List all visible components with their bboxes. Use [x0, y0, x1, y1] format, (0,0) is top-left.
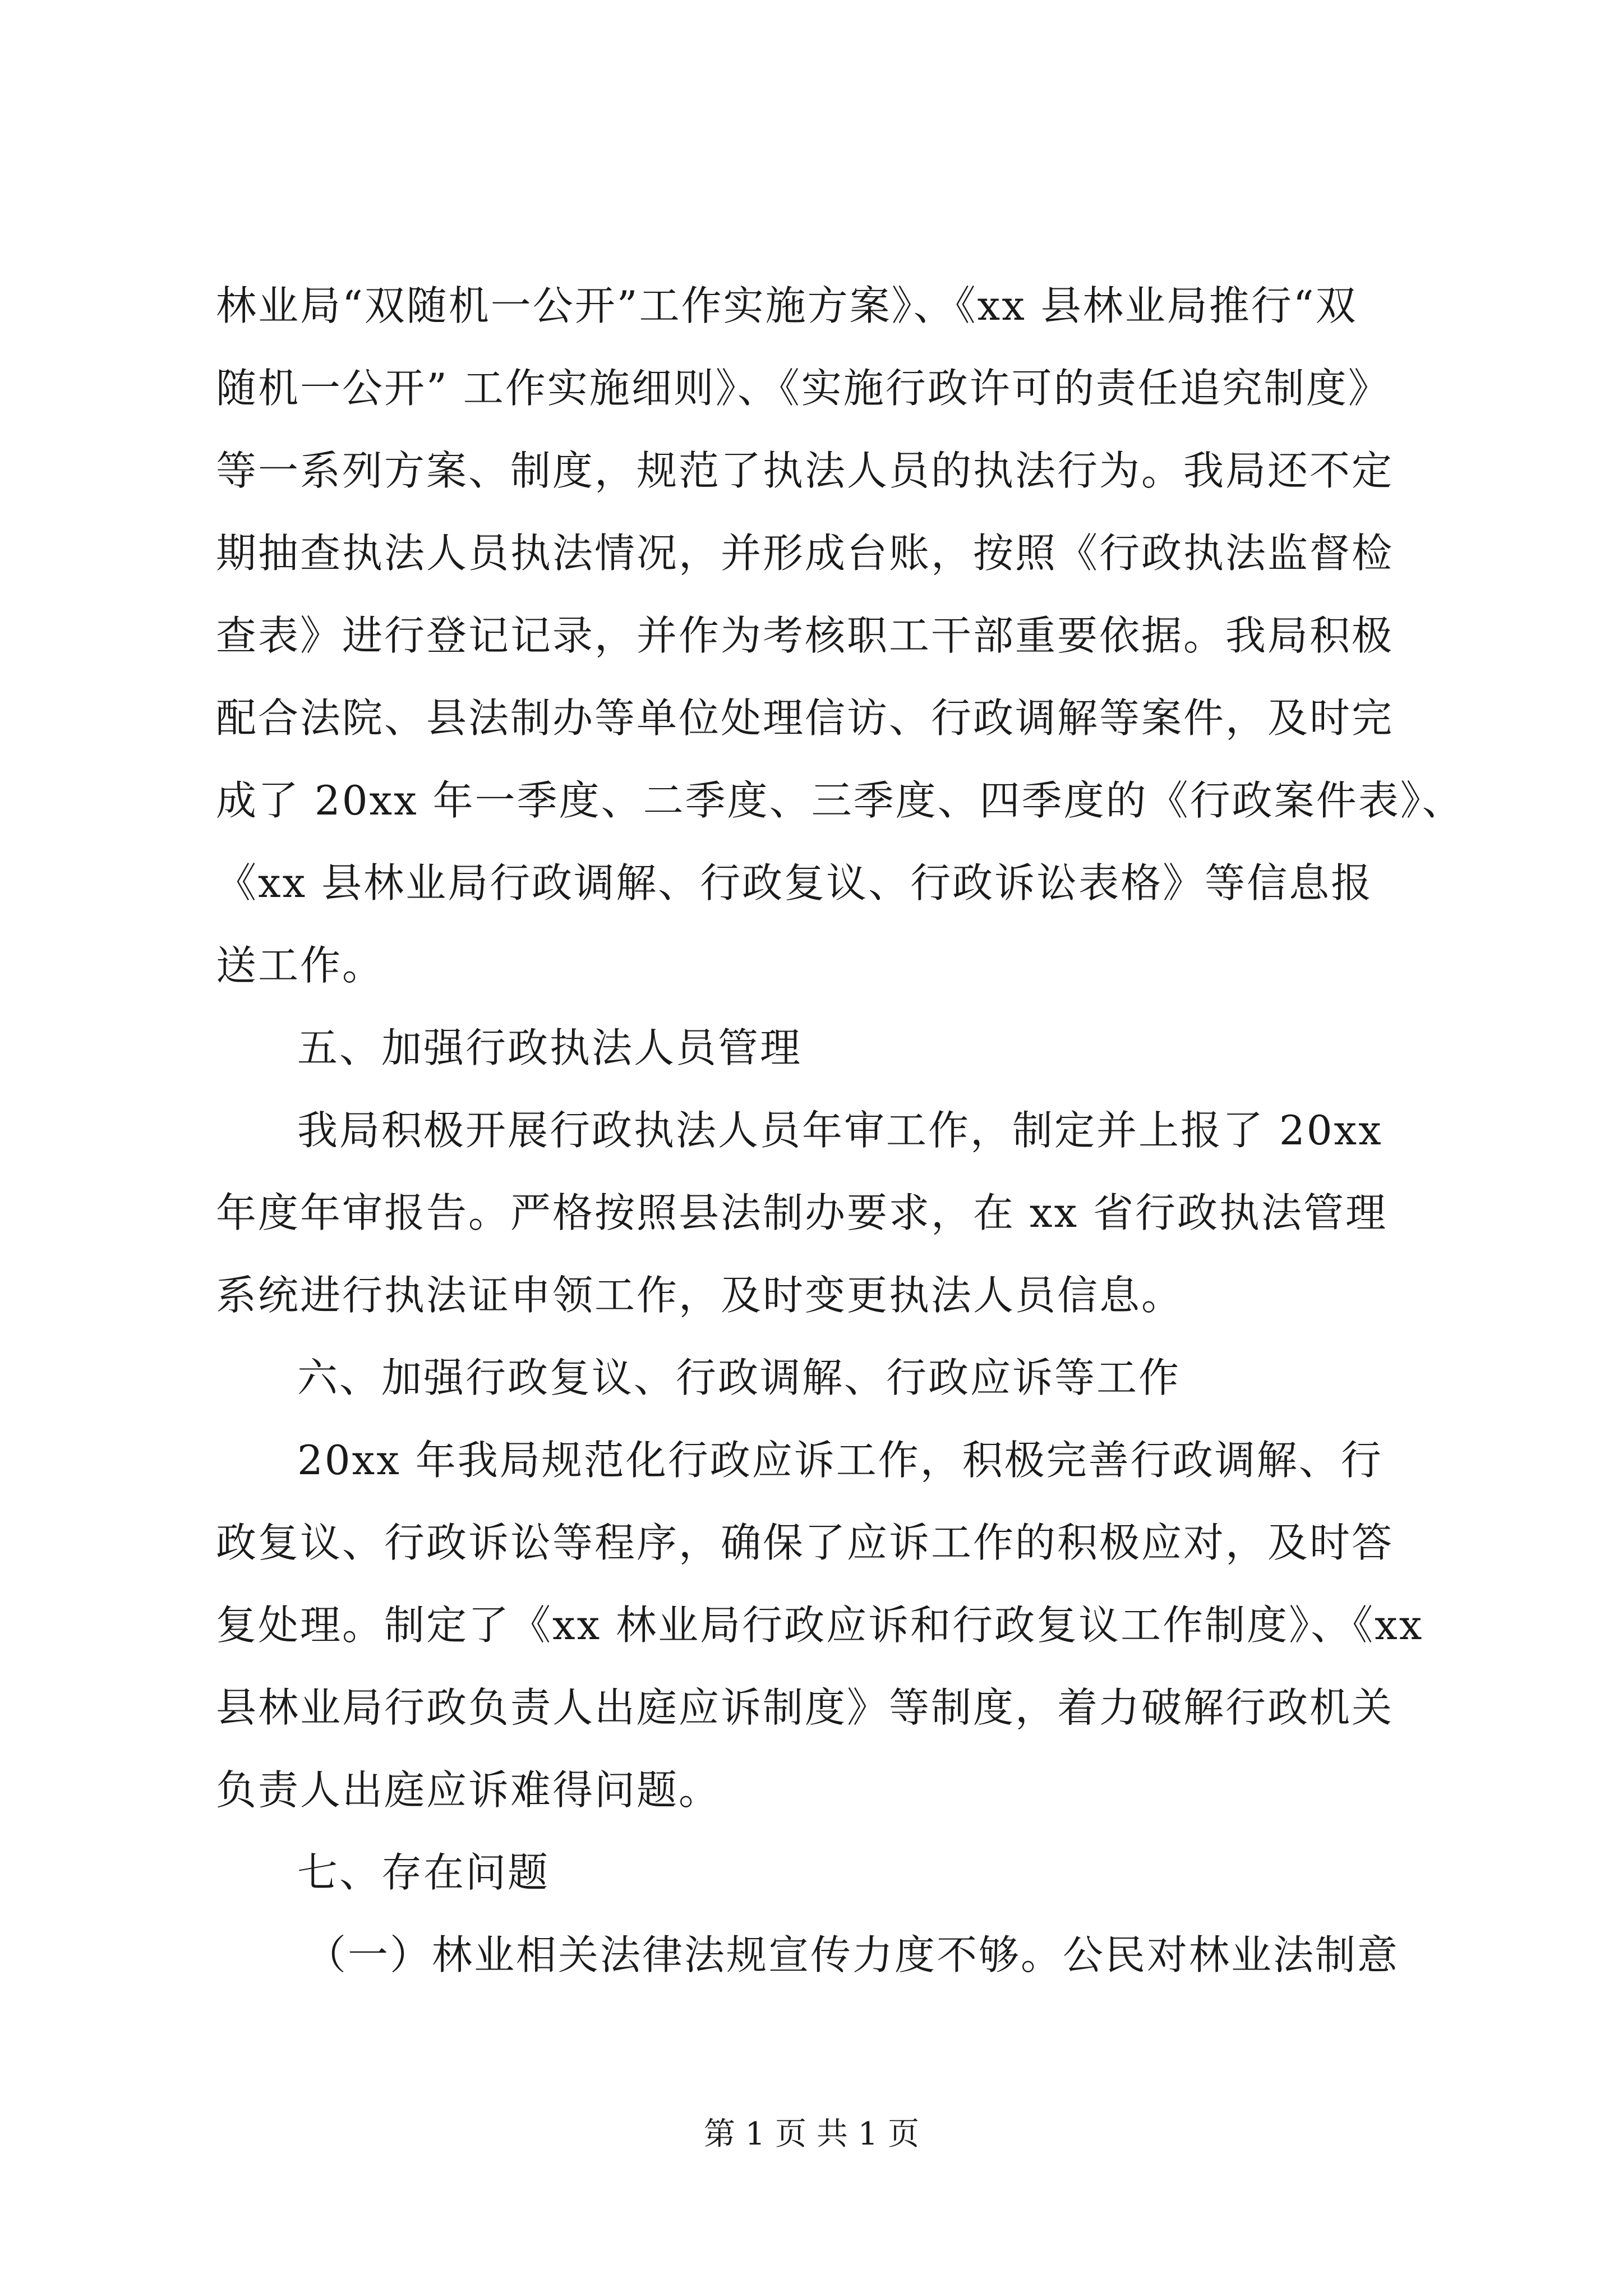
body-text-line: 配合法院、县法制办等单位处理信访、行政调解等案件，及时完	[216, 694, 1394, 742]
subsection-line: （一）林业相关法律法规宣传力度不够。公民对林业法制意	[306, 1931, 1400, 1978]
body-text-line: 负责人出庭应诉难得问题。	[216, 1766, 721, 1814]
body-text-line: 系统进行执法证申领工作，及时变更执法人员信息。	[216, 1272, 1184, 1319]
body-text-line: 期抽查执法人员执法情况，并形成台账，按照《行政执法监督检	[216, 530, 1394, 577]
page-footer: 第 1 页 共 1 页	[703, 2116, 920, 2152]
body-text-line: 《xx 县林业局行政调解、行政复议、行政诉讼表格》等信息报	[216, 859, 1373, 907]
section-heading-6: 六、加强行政复议、行政调解、行政应诉等工作	[297, 1354, 1181, 1401]
body-text-line: 送工作。	[216, 942, 385, 989]
section-heading-5: 五、加强行政执法人员管理	[297, 1024, 803, 1071]
body-text-line: 林业局“双随机一公开”工作实施方案》、《xx 县林业局推行“双	[216, 282, 1358, 329]
section-heading-7: 七、存在问题	[297, 1849, 550, 1896]
body-text-line: 县林业局行政负责人出庭应诉制度》等制度，着力破解行政机关	[216, 1684, 1394, 1731]
body-text-line: 随机一公开” 工作实施细则》、《实施行政许可的责任追究制度》	[216, 365, 1390, 412]
body-text-line: 年度年审报告。严格按照县法制办要求，在 xx 省行政执法管理	[216, 1189, 1387, 1236]
body-text-line: 20xx 年我局规范化行政应诉工作，积极完善行政调解、行	[297, 1437, 1383, 1484]
body-text-line: 等一系列方案、制度，规范了执法人员的执法行为。我局还不定	[216, 447, 1394, 494]
body-text-line: 政复议、行政诉讼等程序，确保了应诉工作的积极应对，及时答	[216, 1519, 1394, 1566]
body-text-line: 我局积极开展行政执法人员年审工作，制定并上报了 20xx	[297, 1107, 1383, 1154]
body-text-line: 查表》进行登记记录，并作为考核职工干部重要依据。我局积极	[216, 612, 1394, 659]
body-text-line: 成了 20xx 年一季度、二季度、三季度、四季度的《行政案件表》、	[216, 777, 1464, 824]
body-text-line: 复处理。制定了《xx 林业局行政应诉和行政复议工作制度》、《xx	[216, 1602, 1424, 1649]
